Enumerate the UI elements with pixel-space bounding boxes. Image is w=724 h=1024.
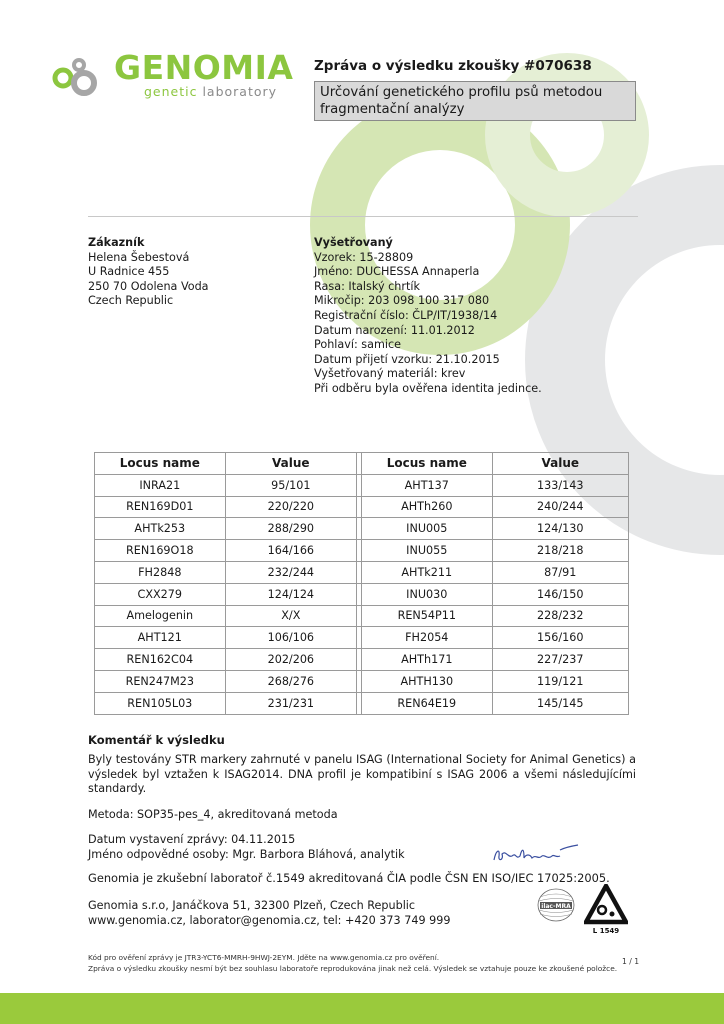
locus-name-cell: FH2848 [95, 561, 226, 583]
locus-value-cell: 218/218 [492, 540, 628, 562]
locus-name-cell: REN105L03 [95, 692, 226, 714]
address-block [88, 898, 450, 928]
logo-tagline [144, 84, 277, 99]
table-row [95, 518, 629, 540]
locus-value-cell: 87/91 [492, 561, 628, 583]
header-divider [88, 216, 638, 217]
issue-block [88, 833, 405, 862]
column-header-locus: Locus name [362, 453, 493, 475]
locus-name-cell: AHTh171 [362, 649, 493, 671]
locus-value-cell: 95/101 [225, 474, 356, 496]
subject-line: Datum přijetí vzorku: 21.10.2015 [314, 352, 500, 366]
logo-tagline-highlight: genetic [144, 84, 198, 99]
subject-line: Pohlaví: samice [314, 338, 402, 352]
locus-name-cell: INU005 [362, 518, 493, 540]
locus-value-cell: 202/206 [225, 649, 356, 671]
table-row [95, 540, 629, 562]
locus-value-cell: 133/143 [492, 474, 628, 496]
table-row [95, 474, 629, 496]
subject-line: Jméno: DUCHESSA Annaperla [314, 265, 480, 279]
table-row [95, 627, 629, 649]
locus-value-cell: 227/237 [492, 649, 628, 671]
locus-name-cell: AHTh260 [362, 496, 493, 518]
genomia-logo [52, 50, 307, 110]
locus-name-cell: AHT137 [362, 474, 493, 496]
locus-name-cell: REN169O18 [95, 540, 226, 562]
reproduction-notice: Zpráva o výsledku zkoušky nesmí být bez souhlasu laboratoře reprodukována jinak než celá. Výsledek se vztahuje pouze ke zkoušené položce. [88, 963, 618, 973]
locus-name-cell: REN169D01 [95, 496, 226, 518]
locus-name-cell: REN54P11 [362, 605, 493, 627]
column-header-value: Value [492, 453, 628, 475]
subject-block [314, 236, 542, 397]
page-number: 1 / 1 [622, 957, 640, 966]
verification-code-text: Kód pro ověření zprávy je JTR3-YCT6-MMRH-9HWJ-2EYM. Jděte na www.genomia.cz pro ověření. [88, 953, 440, 962]
locus-value-cell: 146/150 [492, 583, 628, 605]
column-header-locus: Locus name [95, 453, 226, 475]
comment-heading: Komentář k výsledku [88, 733, 225, 747]
locus-name-cell: AHT121 [95, 627, 226, 649]
subject-line: Datum narození: 11.01.2012 [314, 323, 475, 337]
table-row [95, 605, 629, 627]
customer-heading: Zákazník [88, 236, 145, 249]
comment-text: Byly testovány STR markery zahrnuté v panelu ISAG (International Society for Animal Genetics) a výsledek byl vztažen k ISAG2014. DNA profil je kompatibiní s ISAG 2006 a všemi následujícími standardy. [88, 753, 636, 796]
logo-circles-icon [52, 50, 116, 112]
locus-name-cell: REN247M23 [95, 670, 226, 692]
table-row [95, 583, 629, 605]
locus-value-cell: 288/290 [225, 518, 356, 540]
subject-line: Vzorek: 15-28809 [314, 250, 414, 264]
subject-line: Vyšetřovaný materiál: krev [314, 367, 466, 381]
table-row [95, 649, 629, 671]
locus-name-cell: Amelogenin [95, 605, 226, 627]
signature-image [490, 838, 580, 868]
accreditation-text: Genomia je zkušební laboratoř č.1549 akreditovaná ČIA podle ČSN EN ISO/IEC 17025:2005. [88, 871, 610, 885]
contact-line: www.genomia.cz, laborator@genomia.cz, tel: +420 373 749 999 [88, 914, 451, 927]
ilac-mra-logo [536, 887, 576, 923]
locus-value-cell: 124/130 [492, 518, 628, 540]
address-line: Genomia s.r.o, Janáčkova 51, 32300 Plzeň, Czech Republic [88, 899, 416, 912]
locus-value-cell: 164/166 [225, 540, 356, 562]
locus-value-cell: 231/231 [225, 692, 356, 714]
subject-line: Registrační číslo: ČLP/IT/1938/14 [314, 308, 498, 322]
subject-line: Mikročip: 203 098 100 317 080 [314, 294, 490, 308]
table-row [95, 496, 629, 518]
footer [88, 953, 617, 974]
subject-line: Při odběru byla ověřena identita jedince. [314, 381, 542, 395]
locus-name-cell: INU030 [362, 583, 493, 605]
subject-heading: Vyšetřovaný [314, 236, 393, 249]
locus-value-cell: 106/106 [225, 627, 356, 649]
locus-name-cell: REN64E19 [362, 692, 493, 714]
locus-name-cell: AHTk211 [362, 561, 493, 583]
locus-value-cell: 268/276 [225, 670, 356, 692]
customer-line: U Radnice 455 [88, 265, 170, 279]
method-text: Metoda: SOP35-pes_4, akreditovaná metoda [88, 808, 338, 821]
table-row [95, 692, 629, 714]
cia-accreditation-logo [584, 884, 628, 936]
table-row [95, 561, 629, 583]
locus-value-cell: 124/124 [225, 583, 356, 605]
loci-table [94, 452, 629, 715]
locus-name-cell: CXX279 [95, 583, 226, 605]
locus-value-cell: 119/121 [492, 670, 628, 692]
table-row [95, 670, 629, 692]
locus-value-cell: 220/220 [225, 496, 356, 518]
table-header-row [95, 453, 629, 475]
locus-name-cell: INRA21 [95, 474, 226, 496]
locus-name-cell: FH2054 [362, 627, 493, 649]
locus-value-cell: 232/244 [225, 561, 356, 583]
locus-value-cell: 228/232 [492, 605, 628, 627]
locus-value-cell: 240/244 [492, 496, 628, 518]
logo-tagline-rest: laboratory [197, 84, 278, 99]
customer-line: Helena Šebestová [88, 250, 190, 264]
customer-line: 250 70 Odolena Voda [88, 279, 209, 293]
report-subtitle: Určování genetického profilu psů metodou fragmentační analýzy [314, 81, 636, 121]
customer-block [88, 236, 209, 309]
locus-value-cell: X/X [225, 605, 356, 627]
report-title: Zpráva o výsledku zkoušky #070638 [314, 58, 592, 74]
logo-wordmark: GENOMIA [114, 48, 294, 87]
locus-name-cell: AHTk253 [95, 518, 226, 540]
locus-value-cell: 145/145 [492, 692, 628, 714]
issue-date: Datum vystavení zprávy: 04.11.2015 [88, 833, 296, 846]
footer-green-band [0, 993, 724, 1024]
ilac-logo-text: ilac-MRA [541, 903, 571, 910]
locus-name-cell: INU055 [362, 540, 493, 562]
column-header-value: Value [225, 453, 356, 475]
table-body [95, 474, 629, 714]
locus-name-cell: REN162C04 [95, 649, 226, 671]
locus-name-cell: AHTH130 [362, 670, 493, 692]
background-ring-light-green [485, 53, 649, 217]
locus-value-cell: 156/160 [492, 627, 628, 649]
cia-logo-number: L 1549 [592, 927, 620, 935]
subject-line: Rasa: Italský chrtík [314, 279, 420, 293]
customer-line: Czech Republic [88, 294, 174, 308]
responsible-person: Jméno odpovědné osoby: Mgr. Barbora Bláhová, analytik [88, 847, 405, 861]
